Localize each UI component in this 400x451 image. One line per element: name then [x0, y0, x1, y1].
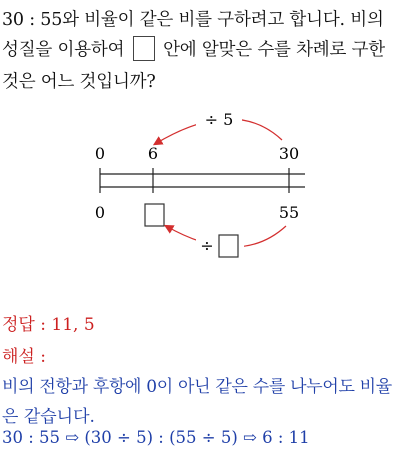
bottom-op-blank-box: [219, 235, 238, 257]
blank-box: [133, 36, 155, 61]
explanation-line-1: 비의 전항과 후항에 0이 아닌 같은 수를 나누어도 비율: [2, 377, 392, 397]
bottom-operator: ÷: [200, 236, 214, 255]
question-line-1: 30 : 55와 비율이 같은 비를 구하려고 합니다. 비의: [2, 10, 384, 30]
calculation-line: 30 : 55 ⇨ (30 ÷ 5) : (55 ÷ 5) ⇨ 6 : 11: [2, 428, 310, 447]
top-operator: ÷ 5: [204, 110, 234, 129]
top-label-0: 0: [94, 144, 106, 163]
question-line-2-start: 성질을 이용하여: [2, 40, 125, 60]
bottom-blank-box: [145, 204, 164, 226]
question-line-2-end: 안에 알맞은 수를 차례로 구한: [163, 40, 385, 60]
question-line-3: 것은 어느 것입니까?: [2, 72, 156, 92]
question-line-2: [2, 36, 385, 61]
explanation-line-2: 은 같습니다.: [2, 407, 95, 427]
number-line-diagram: [0, 100, 400, 265]
top-label-6: 6: [147, 144, 159, 163]
bottom-label-55: 55: [278, 203, 300, 222]
explanation-label: 해설 :: [2, 347, 46, 367]
answer-line: 정답 : 11, 5: [2, 315, 95, 335]
bottom-label-0: 0: [94, 203, 106, 222]
top-label-30: 30: [278, 144, 300, 163]
